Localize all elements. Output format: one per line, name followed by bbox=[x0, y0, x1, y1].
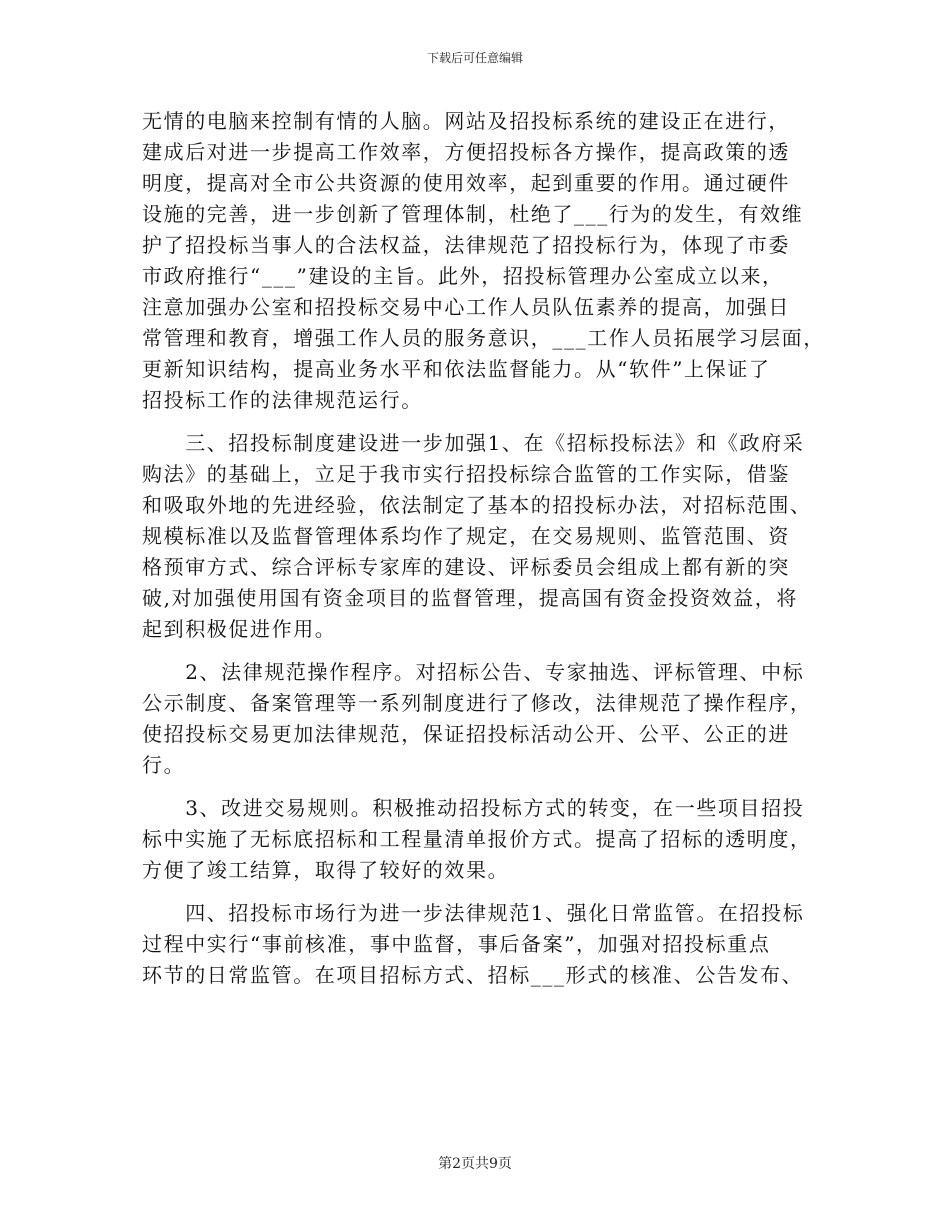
text-line: 和吸取外地的先进经验，依法制定了基本的招投标办法，对招标范围、 bbox=[142, 493, 812, 517]
text-line: 标中实施了无标底招标和工程量清单报价方式。提高了招标的透明度， bbox=[142, 827, 812, 851]
text-line: 更新知识结构，提高业务水平和依法监督能力。从“软件”上保证了 bbox=[142, 357, 771, 381]
paragraph-1 bbox=[142, 106, 825, 416]
text-line: 购法》的基础上，立足于我市实行招投标综合监管的工作实际，借鉴 bbox=[142, 462, 790, 486]
text-line: 方便了竣工结算，取得了较好的效果。 bbox=[142, 858, 510, 882]
paragraph-3 bbox=[142, 657, 822, 781]
text-line: 破,对加强使用国有资金项目的监督管理，提高国有资金投资效益，将 bbox=[142, 586, 798, 610]
page-footer: 第2页共9页 bbox=[438, 1156, 512, 1172]
text-line: 建成后对进一步提高工作效率，方便招投标各方操作，提高政策的透 bbox=[142, 140, 790, 164]
text-line: 过程中实行“事前核准，事中监督，事后备案”，加强对招投标重点 bbox=[142, 932, 771, 956]
text-line: 市政府推行“___”建设的主旨。此外，招投标管理办公室成立以来， bbox=[142, 264, 784, 288]
document-body bbox=[142, 106, 825, 991]
text-line: 设施的完善，进一步创新了管理体制，杜绝了___行为的发生，有效维 bbox=[142, 202, 804, 226]
text-line: 招投标工作的法律规范运行。 bbox=[142, 388, 423, 412]
text-line: 四、招投标市场行为进一步法律规范1、强化日常监管。在招投标 bbox=[142, 901, 805, 925]
text-line: 无情的电脑来控制有情的人脑。网站及招投标系统的建设正在进行， bbox=[142, 109, 790, 133]
text-line: 起到积极促进作用。 bbox=[142, 617, 337, 641]
text-line: 2、法律规范操作程序。对招标公告、专家抽选、评标管理、中标 bbox=[142, 660, 805, 684]
paragraph-4 bbox=[142, 793, 822, 886]
page-header: 下载后可任意编辑 bbox=[426, 51, 523, 65]
text-line: 规模标准以及监督管理体系均作了规定，在交易规则、监管范围、资 bbox=[142, 524, 790, 548]
text-line: 使招投标交易更加法律规范，保证招投标活动公开、公平、公正的进 bbox=[142, 722, 790, 746]
text-line: 注意加强办公室和招投标交易中心工作人员队伍素养的提高，加强日 bbox=[142, 295, 790, 319]
text-line: 格预审方式、综合评标专家库的建设、评标委员会组成上都有新的突 bbox=[142, 555, 790, 579]
text-line: 行。 bbox=[142, 753, 186, 777]
text-line: 公示制度、备案管理等一系列制度进行了修改，法律规范了操作程序， bbox=[142, 691, 812, 715]
text-line: 常管理和教育，增强工作人员的服务意识，___工作人员拓展学习层面， bbox=[142, 326, 825, 350]
text-line: 环节的日常监管。在项目招标方式、招标___形式的核准、公告发布、 bbox=[142, 963, 804, 987]
paragraph-5 bbox=[142, 898, 822, 991]
text-line: 护了招投标当事人的合法权益，法律规范了招投标行为，体现了市委 bbox=[142, 233, 790, 257]
text-line: 3、改进交易规则。积极推动招投标方式的转变，在一些项目招投 bbox=[142, 796, 805, 820]
text-line: 明度，提高对全市公共资源的使用效率，起到重要的作用。通过硬件 bbox=[142, 171, 790, 195]
text-line: 三、招投标制度建设进一步加强1、在《招标投标法》和《政府采 bbox=[142, 431, 805, 455]
paragraph-2 bbox=[142, 428, 822, 645]
